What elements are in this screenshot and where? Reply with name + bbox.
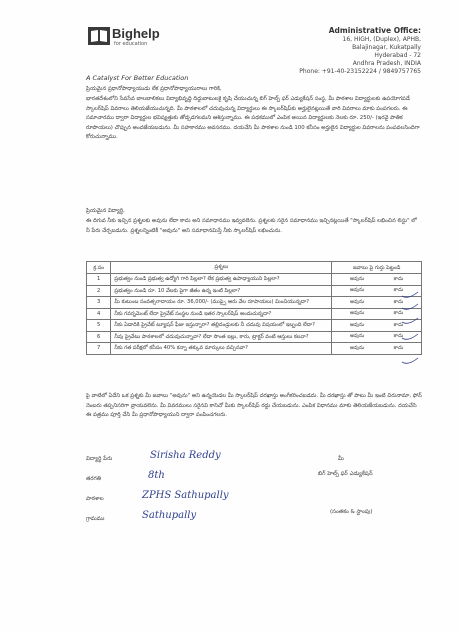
- option-no[interactable]: కాదు: [393, 310, 404, 317]
- option-no[interactable]: కాదు: [393, 333, 404, 340]
- option-yes[interactable]: అవును: [350, 275, 365, 282]
- signature-stamp-label: (సంతకం & స్టాంపు): [330, 509, 373, 515]
- office-line: Hyderabad - 72: [374, 52, 421, 59]
- row-number: 3: [87, 297, 111, 309]
- class-label: తరగతి: [86, 476, 102, 482]
- brand-subtitle: for education: [114, 41, 148, 47]
- closing-organization: బిగ్ హెల్ప్ ఫర్ ఎడ్యుకేషన్: [318, 471, 373, 477]
- option-no[interactable]: కాదు: [393, 275, 404, 282]
- option-yes[interactable]: అవును: [350, 344, 365, 351]
- school-value[interactable]: ZPHS Sathupally: [142, 490, 229, 501]
- questionnaire-table: [86, 261, 422, 355]
- instructions-paragraph: ఈ దిగువ నీకు ఇచ్చిన ప్రశ్నలకు అవును లేదా కాదు అని సమాధానము ఇవ్వవలెను. ప్రశ్నలకు సరైన సమాధానము ఇచ్చినట్లయితే "స్కాలర్‌షిప్ లభించిన లిస్టు" లో నీ పేరు చేర్చబడును. ప్రశ్నలన్నింటికీ "అవును" అని సమాధానమిస్తే నీకు స్కాలర్‌షిప్ లభించును.: [86, 218, 417, 234]
- option-yes[interactable]: అవును: [350, 298, 365, 305]
- row-number: 4: [87, 308, 111, 320]
- table-row: [87, 308, 422, 320]
- student-name-label: విద్యార్థి పేరు: [86, 456, 113, 462]
- village-label: గ్రామము: [86, 516, 105, 522]
- col-header-question: ప్రశ్నలు: [111, 262, 332, 274]
- village-value[interactable]: Sathupally: [142, 510, 197, 521]
- class-value[interactable]: 8th: [148, 470, 165, 481]
- office-phone: Phone: +91-40-23152224 / 9849757765: [299, 68, 421, 75]
- intro-paragraph: భారతదేశంలోని సేవసేవ బాలబాలికలు విద్యాభివృద్ధి దిద్దుబాటులకై కృషి చేయుచున్న బిగ్ హెల్ప్ ఫర్ ఎడ్యుకేషన్ సంస్థ, మీ పాఠశాల విద్యార్థులకు ఉపయోగపడే స్కాలర్‌షిప్ వివరాలు తెలియజేయుచున్నది. మీ పాఠశాలలో చదువుచున్న విద్యార్థులు ఈ స్కాలర్‌షిప్‌కు అర్హులైనట్లయితే వారి వివరాలు మాకు పంపగలరు. ఈ సమాచారము ద్వారా విద్యార్థుల భవిష్యత్తుకు తోడ్పడగలమని ఆశిస్తున్నాము. ఈ పథకములో ఎంపిక అయిన విద్యార్థులకు నెలకు రూ. 250/- (ఇరవై పాతిక రూపాయలు) చొప్పున అందజేయబడును. మీ సహకారము అవసరము. దయచేసి మీ పాఠశాల నుండి 100 కనీసం అర్హులైన విద్యార్థుల వివరాలను పంపవలసిందిగా కోరుచున్నాము.: [86, 96, 420, 141]
- row-number: 6: [87, 331, 111, 343]
- student-name-value[interactable]: Sirisha Reddy: [150, 450, 221, 461]
- row-number: 7: [87, 343, 111, 355]
- question-text: నీకు గత పరీక్షలో కనీసం 40% కన్నా తక్కువ మార్కులు వచ్చినవా?: [111, 343, 332, 355]
- question-text: నీవు ప్రైవేటు పాఠశాలలో చదువుచున్నావా? లేదా సొంత ఇల్లు, కారు, ట్రాక్టర్ వంటి ఆస్తులు కలవా?: [111, 331, 332, 343]
- question-text: నీకు గవర్నమెంట్ లేదా ప్రైవేట్ సంస్థల నుండి ఇతర స్కాలర్‌షిప్ అందుచున్నదా?: [111, 308, 332, 320]
- option-yes[interactable]: అవును: [350, 287, 365, 294]
- row-number: 2: [87, 285, 111, 297]
- table-row: [87, 343, 422, 355]
- table-row: [87, 331, 422, 343]
- question-text: మీ కుటుంబ సంవత్సరాదాయం రూ. 36,000/- (ముప్పై ఆరు వేల రూపాయలు) మించియున్నదా?: [111, 297, 332, 309]
- col-header-answer: జవాబు పై గుర్తు పెట్టండి: [332, 262, 422, 274]
- table-row: [87, 274, 422, 286]
- question-text: నీకు ఏడాదికి ప్రైవేట్ ట్యూషన్ ఫీజు ఇస్తున్నారా? తల్లిదండ్రులకు నీ చదువు విషయంలో ఇబ్బంది లేదా?: [111, 320, 332, 332]
- option-yes[interactable]: అవును: [350, 321, 365, 328]
- handwritten-tick-marks: [400, 290, 422, 370]
- office-address: [299, 26, 421, 76]
- option-no[interactable]: కాదు: [393, 287, 404, 294]
- salutation: ప్రియమైన ప్రధానోపాధ్యాయుడు లేక ప్రధానోపాధ్యాయురాలు గారికి,: [86, 86, 222, 92]
- student-greeting: ప్రియమైన విద్యార్థి,: [86, 208, 125, 214]
- option-no[interactable]: కాదు: [393, 298, 404, 305]
- option-no[interactable]: కాదు: [393, 321, 404, 328]
- office-line: Balajinagar, Kukatpally: [352, 44, 421, 51]
- col-header-number: క్ర.సం: [87, 262, 111, 274]
- brand-name: Bighelp: [112, 26, 160, 41]
- table-row: [87, 320, 422, 332]
- option-yes[interactable]: అవును: [350, 333, 365, 340]
- closing-yours: మీ: [338, 456, 344, 462]
- question-text: ప్రభుత్వం నుండి రూ. 10 వేలకు పైగా జీతం ఉన్న ఇంటి పిల్లలా?: [111, 285, 332, 297]
- table-row: [87, 297, 422, 309]
- table-row: [87, 285, 422, 297]
- option-yes[interactable]: అవును: [350, 310, 365, 317]
- question-text: ప్రభుత్వం నుండి ప్రభుత్వ ఉద్యోగి గారి పిల్లలా? లేక ప్రభుత్వ ఉపాధ్యాయుని పిల్లలా?: [111, 274, 332, 286]
- closing-paragraph: పై వాటిలో ఏదేని ఒక ప్రశ్నకు మీ జవాబు "అవును" అని ఉన్నయెడల మీ స్కాలర్‌షిప్ దరఖాస్తు అంగీకరించబడదు. మీ దరఖాస్తు తో పాటు మీ ఇంటి చిరునామా, ఫోన్ నెంబరు తప్పనిసరిగా వ్రాయవలెను. మీ వివరములు సరైనవి కానిచో మీకు స్కాలర్‌షిప్ రద్దు చేయబడును. ఎంపిక విధానము మాకు తెలియజేయబడును. దయచేసి ఈ పత్రము పూర్తి చేసి మీ ప్రధానోపాధ్యాయుని ద్వారా పంపించగలరు.: [86, 393, 422, 419]
- office-title: Administrative Office:: [328, 26, 421, 35]
- office-line: 16, HIGH, (Duplex), APHB,: [342, 36, 421, 43]
- row-number: 1: [87, 274, 111, 286]
- office-line: Andhra Pradesh, INDIA: [352, 60, 421, 67]
- option-no[interactable]: కాదు: [393, 344, 404, 351]
- row-number: 5: [87, 320, 111, 332]
- school-label: పాఠశాల: [86, 496, 104, 502]
- book-logo-icon: [88, 27, 110, 45]
- tagline: A Catalyst For Better Education: [86, 74, 189, 82]
- table-header-row: [87, 262, 422, 274]
